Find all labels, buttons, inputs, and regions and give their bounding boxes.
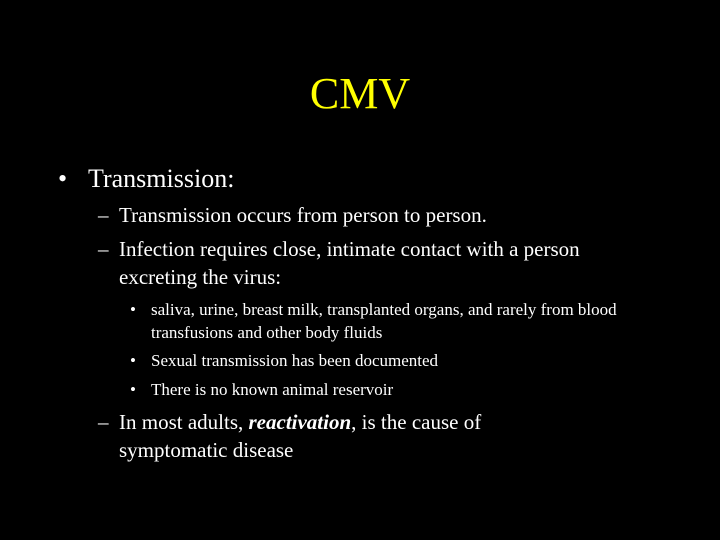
slide-title: CMV [309, 69, 411, 118]
sub-bullet-text [119, 408, 589, 464]
bullet-transmission [58, 163, 234, 194]
sub-bullet-text: Infection requires close, intimate contact with a person excreting the virus: [119, 237, 580, 289]
emphasis-reactivation: reactivation [248, 410, 352, 434]
sub-bullet-reactivation [98, 408, 589, 464]
sub-sub-bullet-text: Sexual transmission has been documented [151, 351, 439, 370]
text-after: , is the cause of symptomatic disease [119, 410, 482, 462]
sub-sub-bullet-text: saliva, urine, breast milk, transplanted organs, and rarely from blood transfusions and other body fluids [151, 300, 617, 342]
dash-marker: – [98, 410, 109, 434]
bullet-marker: • [130, 300, 136, 319]
sub-bullet-person-to-person [98, 201, 659, 229]
dash-marker: – [98, 237, 109, 261]
bullet-text: Transmission: [88, 164, 235, 193]
sub-bullet-close-contact [98, 235, 659, 291]
sub-sub-bullet-animal-reservoir [130, 378, 666, 401]
sub-bullet-text: Transmission occurs from person to person. [119, 203, 487, 227]
bullet-marker: • [130, 351, 136, 370]
bullet-marker: • [130, 380, 136, 399]
sub-sub-bullet-body-fluids [130, 298, 666, 344]
sub-sub-bullet-text: There is no known animal reservoir [151, 380, 394, 399]
sub-sub-bullet-sexual-transmission [130, 349, 666, 372]
bullet-marker: • [58, 164, 68, 193]
dash-marker: – [98, 203, 109, 227]
text-before: In most adults, [119, 410, 249, 434]
